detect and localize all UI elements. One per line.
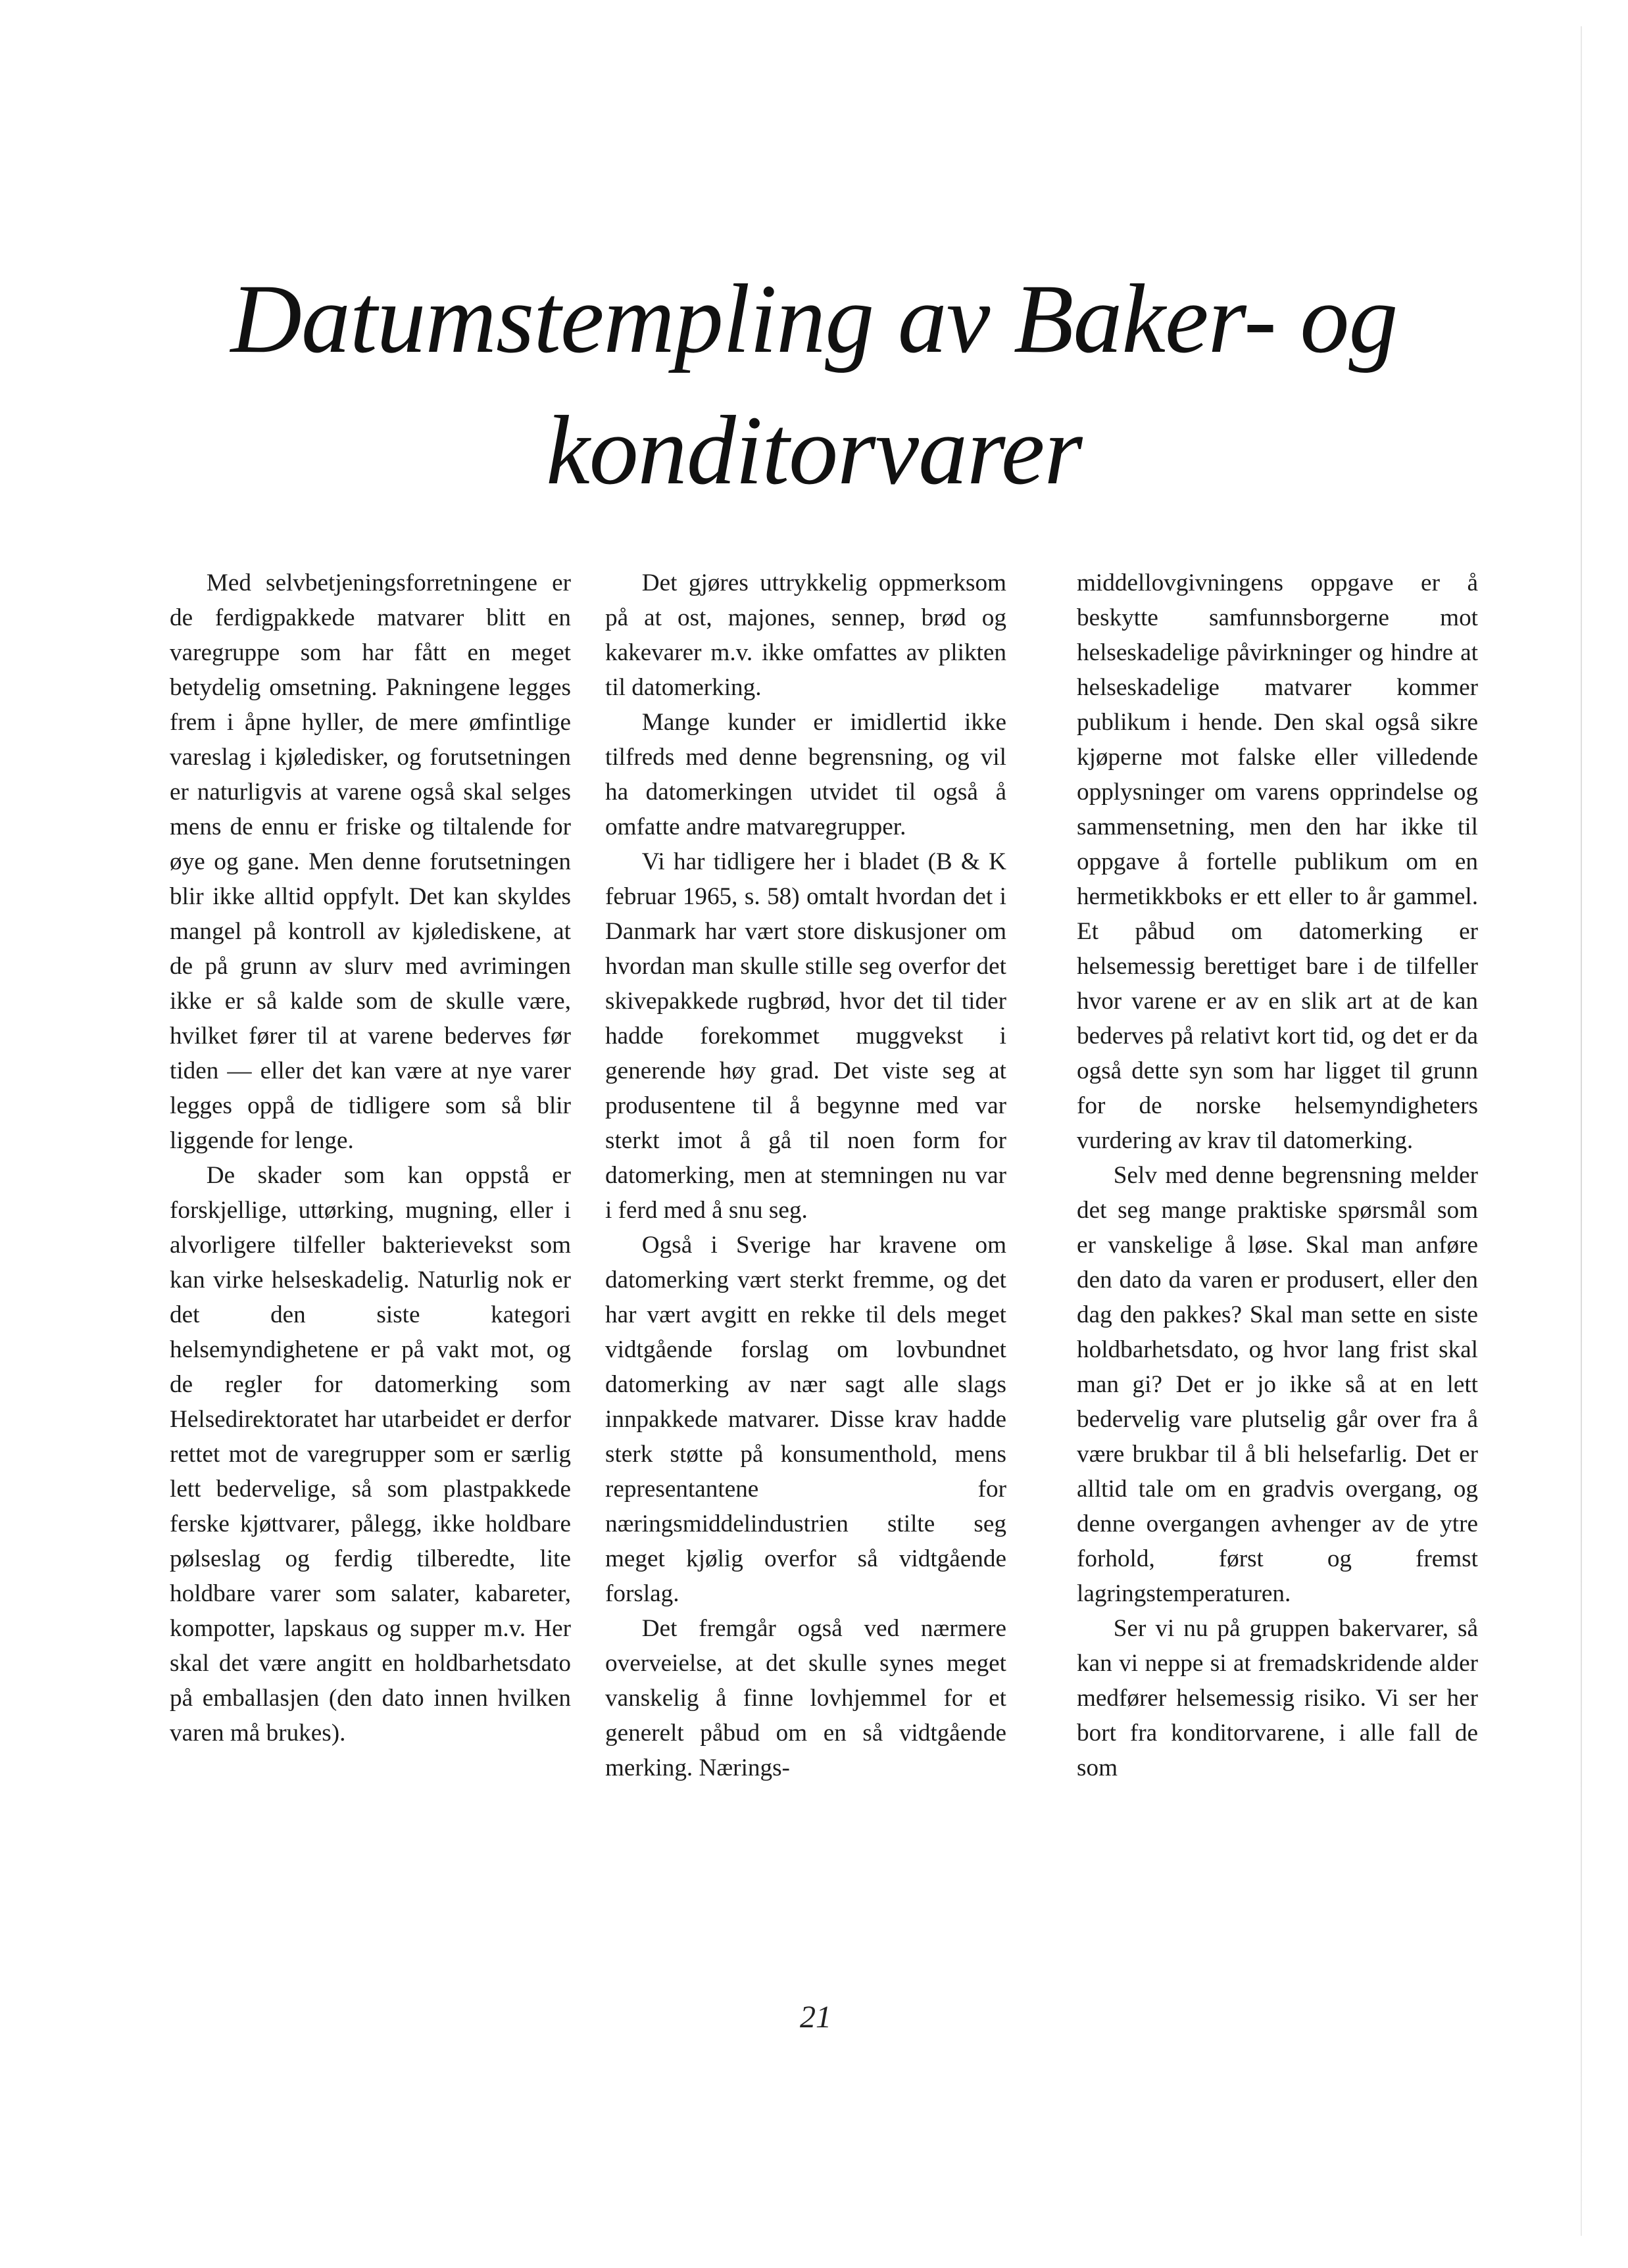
page-number: 21	[800, 2000, 831, 2035]
text-column-2	[605, 566, 1006, 1785]
paragraph: Mange kunder er imidlertid ikke tilfreds med denne begrensning, og vil ha datomerkingen utvidet til også å omfatte andre matvaregrupper.	[605, 709, 1006, 840]
page-edge-line	[1581, 26, 1582, 2236]
text-column-3	[1077, 566, 1478, 1785]
paragraph: Det fremgår også ved nærmere overveielse, at det skulle synes meget vanskelig å finne lovhjemmel for et generelt påbud om en så vidtgående merking. Nærings-	[605, 1615, 1006, 1781]
article-title-line-1: Datumstempling av Baker- og	[230, 264, 1398, 374]
article-title	[197, 253, 1431, 516]
paragraph: Ser vi nu på gruppen bakervarer, så kan vi neppe si at fremadskridende alder medfører helsemessig risiko. Vi ser her bort fra konditorvarene, i alle fall de som	[1077, 1615, 1478, 1781]
paragraph: Det gjøres uttrykkelig oppmerksom på at ost, majones, sennep, brød og kakevarer m.v. ikke omfattes av plikten til datomerking.	[605, 569, 1006, 701]
text-column-1	[170, 566, 571, 1750]
paragraph: Selv med denne begrensning melder det seg mange praktiske spørsmål som er vanskelige å løse. Skal man anføre den dato da varen er produsert, eller den dag den pakkes? Skal man sette en siste holdbarhetsdato, og hvor lang frist skal man gi? Det er jo ikke så at en lett bedervelig vare plutselig går over fra å være brukbar til å bli helsefarlig. Det er alltid tale om en gradvis overgang, og denne overgangen avhenger av de ytre forhold, først og fremst lagringstemperaturen.	[1077, 1162, 1478, 1607]
paragraph: middellovgivningens oppgave er å beskytte samfunnsborgerne mot helseskadelige påvirkninger og hindre at helseskadelige matvarer kommer publikum i hende. Den skal også sikre kjøperne mot falske eller villedende opplysninger om varens opprindelse og sammensetning, men den har ikke til oppgave å fortelle publikum om en hermetikkboks er ett eller to år gammel. Et påbud om datomerking er helsemessig berettiget bare i de tilfeller hvor varene er av en slik art at de kan bederves på relativt kort tid, og det er da også dette syn som har ligget til grunn for de norske helsemyndigheters vurdering av krav til datomerking.	[1077, 569, 1478, 1154]
paragraph: Også i Sverige har kravene om datomerking vært sterkt fremme, og det har vært avgitt en rekke til dels meget vidtgående forslag om lovbundnet datomerking av nær sagt alle slags innpakkede matvarer. Disse krav hadde sterk støtte på konsumenthold, mens representantene for næringsmiddelindustrien stilte seg meget kjølig overfor så vidtgående forslag.	[605, 1232, 1006, 1607]
paragraph: Vi har tidligere her i bladet (B & K februar 1965, s. 58) omtalt hvordan det i Danmark har vært store diskusjoner om hvordan man skulle stille seg overfor det skivepakkede rugbrød, hvor det til tider hadde forekommet muggvekst i generende høy grad. Det viste seg at produsentene til å begynne med var sterkt imot å gå til noen form for datomerking, men at stemningen nu var i ferd med å snu seg.	[605, 848, 1006, 1224]
article-title-line-2: konditorvarer	[546, 396, 1082, 505]
paragraph: Med selvbetjeningsforretningene er de ferdigpakkede matvarer blitt en varegruppe som har fått en meget betydelig omsetning. Pakningene legges frem i åpne hyller, de mere ømfintlige vareslag i kjøledisker, og forutsetningen er naturligvis at varene også skal selges mens de ennu er friske og tiltalende for øye og gane. Men denne forutsetningen blir ikke alltid oppfylt. Det kan skyldes mangel på kontroll av kjølediskene, at de på grunn av slurv med avrimingen ikke er så kalde som de skulle være, hvilket fører til at varene bederves før tiden — eller det kan være at nye varer legges oppå de tidligere som så blir liggende for lenge.	[170, 569, 571, 1154]
paragraph: De skader som kan oppstå er forskjellige, uttørking, mugning, eller i alvorligere tilfeller bakterievekst som kan virke helseskadelig. Naturlig nok er det den siste kategori helsemyndighetene er på vakt mot, og de regler for datomerking som Helsedirektoratet har utarbeidet er derfor rettet mot de varegrupper som er særlig lett bedervelige, så som plastpakkede ferske kjøttvarer, pålegg, ikke holdbare pølseslag og ferdig tilberedte, lite holdbare varer som salater, kabareter, kompotter, lapskaus og supper m.v. Her skal det være angitt en holdbarhetsdato på emballasjen (den dato innen hvilken varen må brukes).	[170, 1162, 571, 1747]
